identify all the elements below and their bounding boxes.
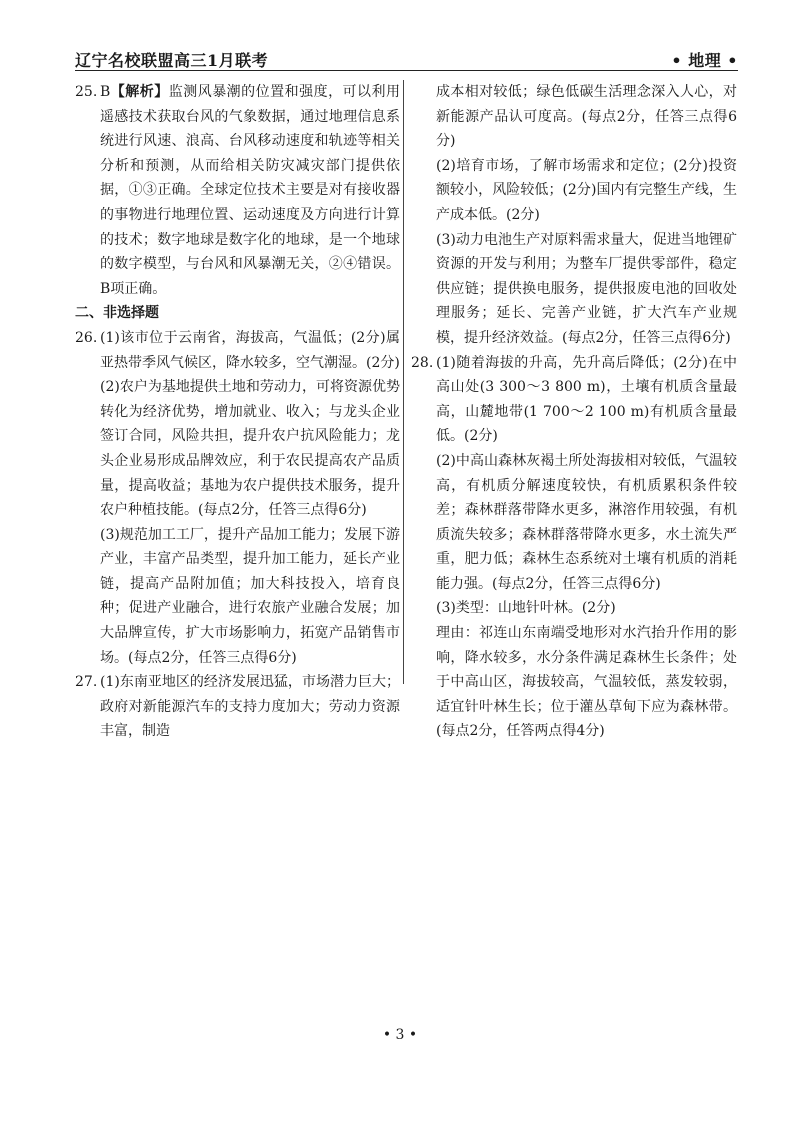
- q27-number: 27.: [75, 674, 98, 691]
- q27-part3: (3)动力电池生产对原料需求量大，促进当地锂矿资源的开发与利用；为整车厂提供零部件，稳定供应链；提供换电服务，提供报废电池的回收处理服务；延长、完善产业链，扩大汽车产业规模，提升经济效益。(每点2分，任答三点得6分): [436, 231, 737, 346]
- subject-label: • 地理 •: [671, 51, 738, 70]
- q26-part2: (2)农户为基地提供土地和劳动力，可将资源优势转化为经济优势，增加就业、收入；与龙头企业签订合同，风险共担，提升农户抗风险能力；龙头企业易形成品牌效应，利于农民提高农产品质量，提高收益；基地为农户提供技术服务，提升农户种植技能。(每点2分，任答三点得6分): [100, 379, 400, 519]
- q27-part1: (1)东南亚地区的经济发展迅猛，市场潜力巨大；政府对新能源汽车的支持力度加大；劳动力资源丰富，制造: [100, 674, 400, 740]
- page-header: [75, 46, 738, 71]
- q26-number: 26.: [75, 329, 98, 346]
- q27-part1-continued: 成本相对较低；绿色低碳生活理念深入人心，对新能源产品认可度高。(每点2分，任答三点得6分): [436, 84, 737, 150]
- q27-continued: [411, 80, 737, 351]
- q27-part2: (2)培育市场，了解市场需求和定位；(2分)投资额较小，风险较低；(2分)国内有完整生产线，生产成本低。(2分): [436, 157, 737, 223]
- q27-answer: [75, 670, 400, 744]
- q25-explanation: 监测风暴潮的位置和强度，可以利用遥感技术获取台风的气象数据，通过地理信息系统进行风速、浪高、台风移动速度和轨迹等相关分析和预测，从而给相关防灾减灾部门提供依据，①③正确。全球定位技术主要是对有接收器的事物进行地理位置、运动速度及方向进行计算的技术；数字地球是数字化的地球，是一个地球的数字模型，与台风和风暴潮无关，②④错误。B项正确。: [100, 84, 401, 297]
- q26-part3: (3)规范加工工厂，提升产品加工能力；发展下游产业，丰富产品类型，提升加工能力，延长产业链，提高产品附加值；加大科技投入，培育良种；促进产业融合，进行农旅产业融合发展；加大品牌宣传，扩大市场影响力，拓宽产品销售市场。(每点2分，任答三点得6分): [100, 526, 400, 666]
- q28-part1: (1)随着海拔的升高，先升高后降低；(2分)在中高山处(3 300～3 800 m)，土壤有机质含量最高，山麓地带(1 700～2 100 m)有机质含量最低。(2分): [436, 354, 737, 445]
- q25-choice: B: [100, 84, 111, 100]
- page-number: • 3 •: [382, 1027, 418, 1043]
- section-heading: 二、非选择题: [75, 305, 159, 322]
- q26-answer: [75, 326, 400, 670]
- q26-part1: (1)该市位于云南省，海拔高，气温低；(2分)属亚热带季风气候区，降水较多，空气潮湿。(2分): [100, 329, 400, 371]
- left-column: [75, 80, 400, 744]
- q25-answer: [75, 80, 400, 301]
- right-column: [411, 80, 737, 744]
- q25-number: 25.: [75, 84, 98, 100]
- q25-analysis-tag: 【解析】: [110, 84, 169, 100]
- exam-title: 辽宁名校联盟高三1月联考: [75, 51, 269, 70]
- q28-answer: [411, 351, 737, 745]
- column-divider: [403, 80, 404, 684]
- q28-part4: 理由：祁连山东南端受地形对水汽抬升作用的影响，降水较多，水分条件满足森林生长条件；处于中高山区，海拔较高，气温较低，蒸发较弱，适宜针叶林生长；位于灌丛草甸下应为森林带。(每点2分，任答两点得4分): [436, 625, 737, 740]
- q28-part3: (3)类型：山地针叶林。(2分): [436, 600, 616, 617]
- q28-number: 28.: [411, 354, 434, 371]
- q28-part2: (2)中高山森林灰褐土所处海拔相对较低，气温较高，有机质分解速度较快，有机质累积条件较差；森林群落带降水更多，淋溶作用较强，有机质流失较多；森林群落带降水更多，水土流失严重，肥力低；森林生态系统对土壤有机质的消耗能力强。(每点2分，任答三点得6分): [436, 452, 737, 592]
